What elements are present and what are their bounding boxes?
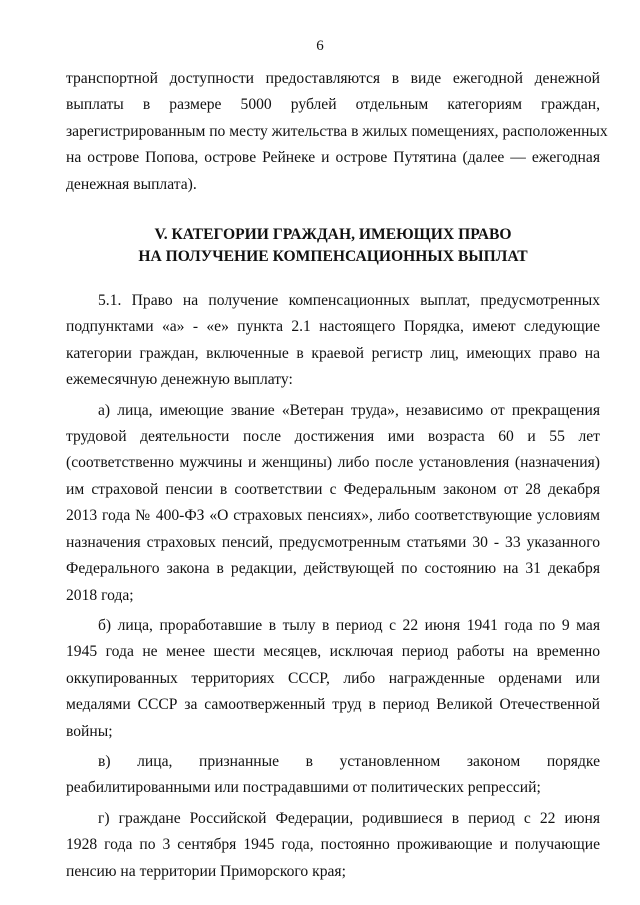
text-line: (соответственно мужчины и женщины) либо после установления (назначения) <box>66 454 600 472</box>
text-line: в) лица, признанные в установленном законом порядке <box>98 752 600 770</box>
text-line: Федерального закона в редакции, действующей по состоянию на 31 декабря <box>66 560 600 578</box>
text-line: 5.1. Право на получение компенсационных выплат, предусмотренных <box>98 292 600 310</box>
text-line: 2018 года; <box>66 586 134 604</box>
text-line: назначения страховых пенсий, предусмотренным статьями 30 - 33 указанного <box>66 533 600 551</box>
text-line: трудовой деятельности после достижения ими возраста 60 и 55 лет <box>66 428 600 446</box>
text-line: оккупированных территориях СССР, либо награжденные орденами или <box>66 669 600 687</box>
item-a <box>66 398 600 609</box>
intro-paragraph <box>66 66 608 198</box>
text-line: ежемесячную денежную выплату: <box>66 371 293 389</box>
text-line: транспортной доступности предоставляются в виде ежегодной денежной <box>66 70 600 87</box>
section-title-line-2: НА ПОЛУЧЕНИЕ КОМПЕНСАЦИОННЫХ ВЫПЛАТ <box>138 248 528 266</box>
item-g <box>66 806 600 885</box>
text-line: категории граждан, включенные в краевой регистр лиц, имеющих право на <box>66 344 600 362</box>
text-line: на острове Попова, острове Рейнеке и острове Путятина (далее — ежегодная <box>66 149 600 167</box>
text-line: пенсию на территории Приморского края; <box>66 862 346 880</box>
item-b <box>66 613 600 745</box>
paragraph-5-1 <box>66 288 600 394</box>
text-line: а) лица, имеющие звание «Ветеран труда», независимо от прекращения <box>98 401 600 419</box>
text-line: медалями СССР за самоотверженный труд в период Великой Отечественной <box>66 696 600 714</box>
page-number: 6 <box>316 38 324 54</box>
text-line: зарегистрированным по месту жительства в жилых помещениях, расположенных <box>66 122 608 140</box>
text-line: подпунктами «а» - «е» пункта 2.1 настоящего Порядка, имеют следующие <box>66 318 600 336</box>
text-line: б) лица, проработавшие в тылу в период с 22 июня 1941 года по 9 мая <box>98 616 600 634</box>
document-body <box>66 66 608 885</box>
text-line: 2013 года № 400-ФЗ «О страховых пенсиях», либо соответствующие условиям <box>66 507 600 525</box>
text-line: г) граждане Российской Федерации, родившиеся в период с 22 июня <box>98 809 600 827</box>
text-line: выплаты в размере 5000 рублей отдельным категориям граждан, <box>66 96 600 114</box>
text-line: 1945 года не менее шести месяцев, исключая период работы на временно <box>66 643 600 661</box>
section-heading <box>66 224 600 268</box>
text-line: им страховой пенсии в соответствии с Федеральным законом от 28 декабря <box>66 480 600 498</box>
item-v <box>66 749 600 802</box>
text-line: 1928 года по 3 сентября 1945 года, постоянно проживающие и получающие <box>66 836 600 854</box>
section-title-line-1: V. КАТЕГОРИИ ГРАЖДАН, ИМЕЮЩИХ ПРАВО <box>154 226 512 244</box>
text-line: войны; <box>66 722 113 740</box>
text-line: реабилитированными или пострадавшими от политических репрессий; <box>66 779 541 797</box>
text-line: денежная выплата). <box>66 175 197 193</box>
